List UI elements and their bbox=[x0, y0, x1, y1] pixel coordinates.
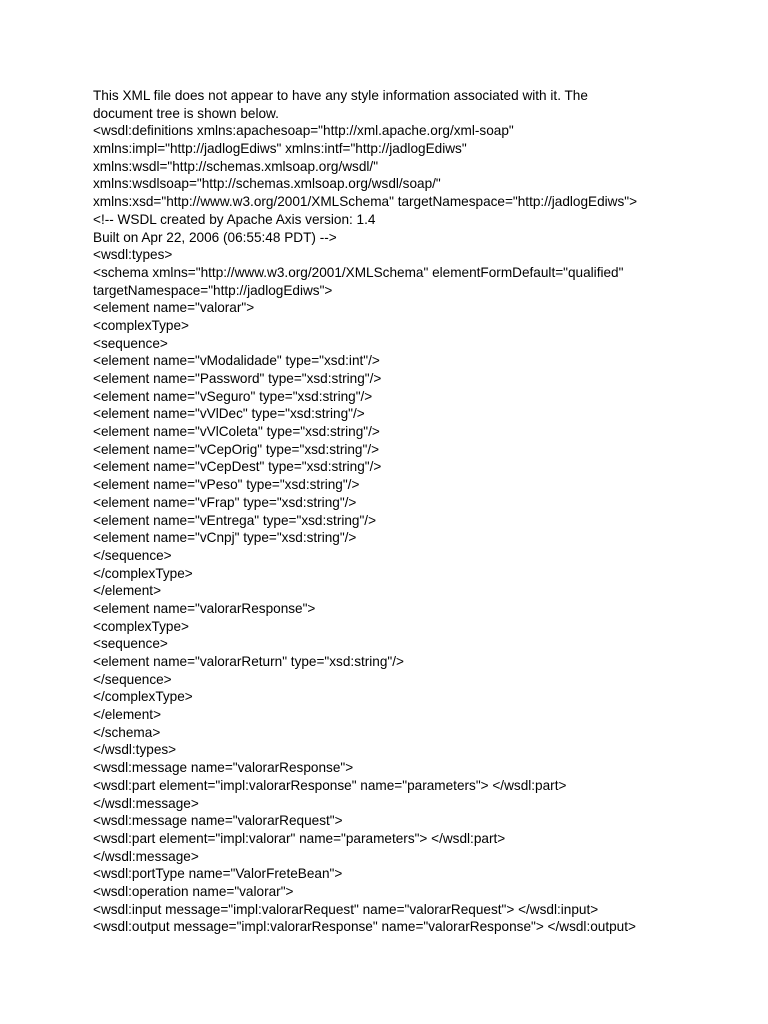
xml-line: </complexType> bbox=[93, 565, 193, 581]
xml-line: <element name="vFrap" type="xsd:string"/> bbox=[93, 494, 357, 510]
xml-line: <element name="vCnpj" type="xsd:string"/> bbox=[93, 530, 357, 546]
xml-line: <wsdl:portType name="ValorFreteBean"> bbox=[93, 866, 343, 882]
info-message-line: This XML file does not appear to have any style information associated with it. The bbox=[93, 88, 588, 103]
xml-line: <element name="valorarReturn" type="xsd:string"/> bbox=[93, 654, 404, 669]
xml-line: <wsdl:part element="impl:valorarResponse" name="parameters"> </wsdl:part> bbox=[93, 777, 567, 793]
xml-line: <element name="vPeso" type="xsd:string"/> bbox=[93, 477, 360, 493]
xml-line: </element> bbox=[93, 583, 162, 599]
xml-line: <wsdl:types> bbox=[93, 247, 173, 263]
xml-line: <element name="valorar"> bbox=[93, 300, 255, 316]
xml-line: <element name="vVlColeta" type="xsd:string"/> bbox=[93, 424, 380, 440]
xml-line: <wsdl:message name="valorarRequest"> bbox=[93, 813, 343, 829]
xml-line: </wsdl:types> bbox=[93, 742, 177, 758]
xml-line: </element> bbox=[93, 707, 162, 723]
xml-line: <wsdl:message name="valorarResponse"> bbox=[93, 760, 354, 776]
xml-line: <wsdl:operation name="valorar"> bbox=[93, 883, 294, 899]
xml-line: <element name="valorarResponse"> bbox=[93, 600, 316, 616]
xml-line: <element name="vVlDec" type="xsd:string"/> bbox=[93, 406, 365, 422]
xml-line: <wsdl:input message="impl:valorarRequest" name="valorarRequest"> </wsdl:input> bbox=[93, 901, 599, 917]
xml-line: xmlns:xsd="http://www.w3.org/2001/XMLSchema" targetNamespace="http://jadlogEdiws"> bbox=[93, 194, 638, 210]
xml-line: <sequence> bbox=[93, 335, 168, 351]
info-message-line: document tree is shown below. bbox=[93, 105, 279, 121]
xml-line: <complexType> bbox=[93, 618, 189, 634]
xml-line: </complexType> bbox=[93, 689, 193, 705]
xml-line: </schema> bbox=[93, 724, 161, 740]
xml-line: </wsdl:message> bbox=[93, 795, 199, 811]
xml-line: <element name="vEntrega" type="xsd:string"/> bbox=[93, 512, 377, 528]
xml-line: <schema xmlns="http://www.w3.org/2001/XMLSchema" elementFormDefault="qualified" bbox=[93, 264, 624, 280]
xml-line: <wsdl:part element="impl:valorar" name="parameters"> </wsdl:part> bbox=[93, 830, 506, 846]
xml-line: Built on Apr 22, 2006 (06:55:48 PDT) --> bbox=[93, 229, 337, 245]
xml-line: </sequence> bbox=[93, 547, 172, 563]
xml-line: <!-- WSDL created by Apache Axis version: 1.4 bbox=[93, 211, 376, 227]
xml-line: xmlns:wsdlsoap="http://schemas.xmlsoap.org/wsdl/soap/" bbox=[93, 176, 441, 192]
xml-line: xmlns:impl="http://jadlogEdiws" xmlns:intf="http://jadlogEdiws" bbox=[93, 141, 467, 157]
xml-line: xmlns:wsdl="http://schemas.xmlsoap.org/wsdl/" bbox=[93, 158, 379, 174]
xml-line: <sequence> bbox=[93, 636, 168, 652]
document-body bbox=[93, 87, 693, 936]
xml-line: <wsdl:output message="impl:valorarResponse" name="valorarResponse"> </wsdl:output> bbox=[93, 919, 636, 935]
xml-line: <element name="vModalidade" type="xsd:int"/> bbox=[93, 353, 380, 369]
xml-line: </wsdl:message> bbox=[93, 848, 199, 864]
xml-line: </sequence> bbox=[93, 671, 172, 687]
xml-line: <element name="Password" type="xsd:string"/> bbox=[93, 371, 382, 386]
xml-line: <wsdl:definitions xmlns:apachesoap="http://xml.apache.org/xml-soap" bbox=[93, 123, 514, 139]
xml-line: <complexType> bbox=[93, 317, 189, 333]
xml-line: targetNamespace="http://jadlogEdiws"> bbox=[93, 282, 333, 298]
xml-line: <element name="vCepDest" type="xsd:string"/> bbox=[93, 459, 382, 475]
xml-line: <element name="vSeguro" type="xsd:string"/> bbox=[93, 388, 373, 404]
xml-line: <element name="vCepOrig" type="xsd:string"/> bbox=[93, 441, 380, 457]
